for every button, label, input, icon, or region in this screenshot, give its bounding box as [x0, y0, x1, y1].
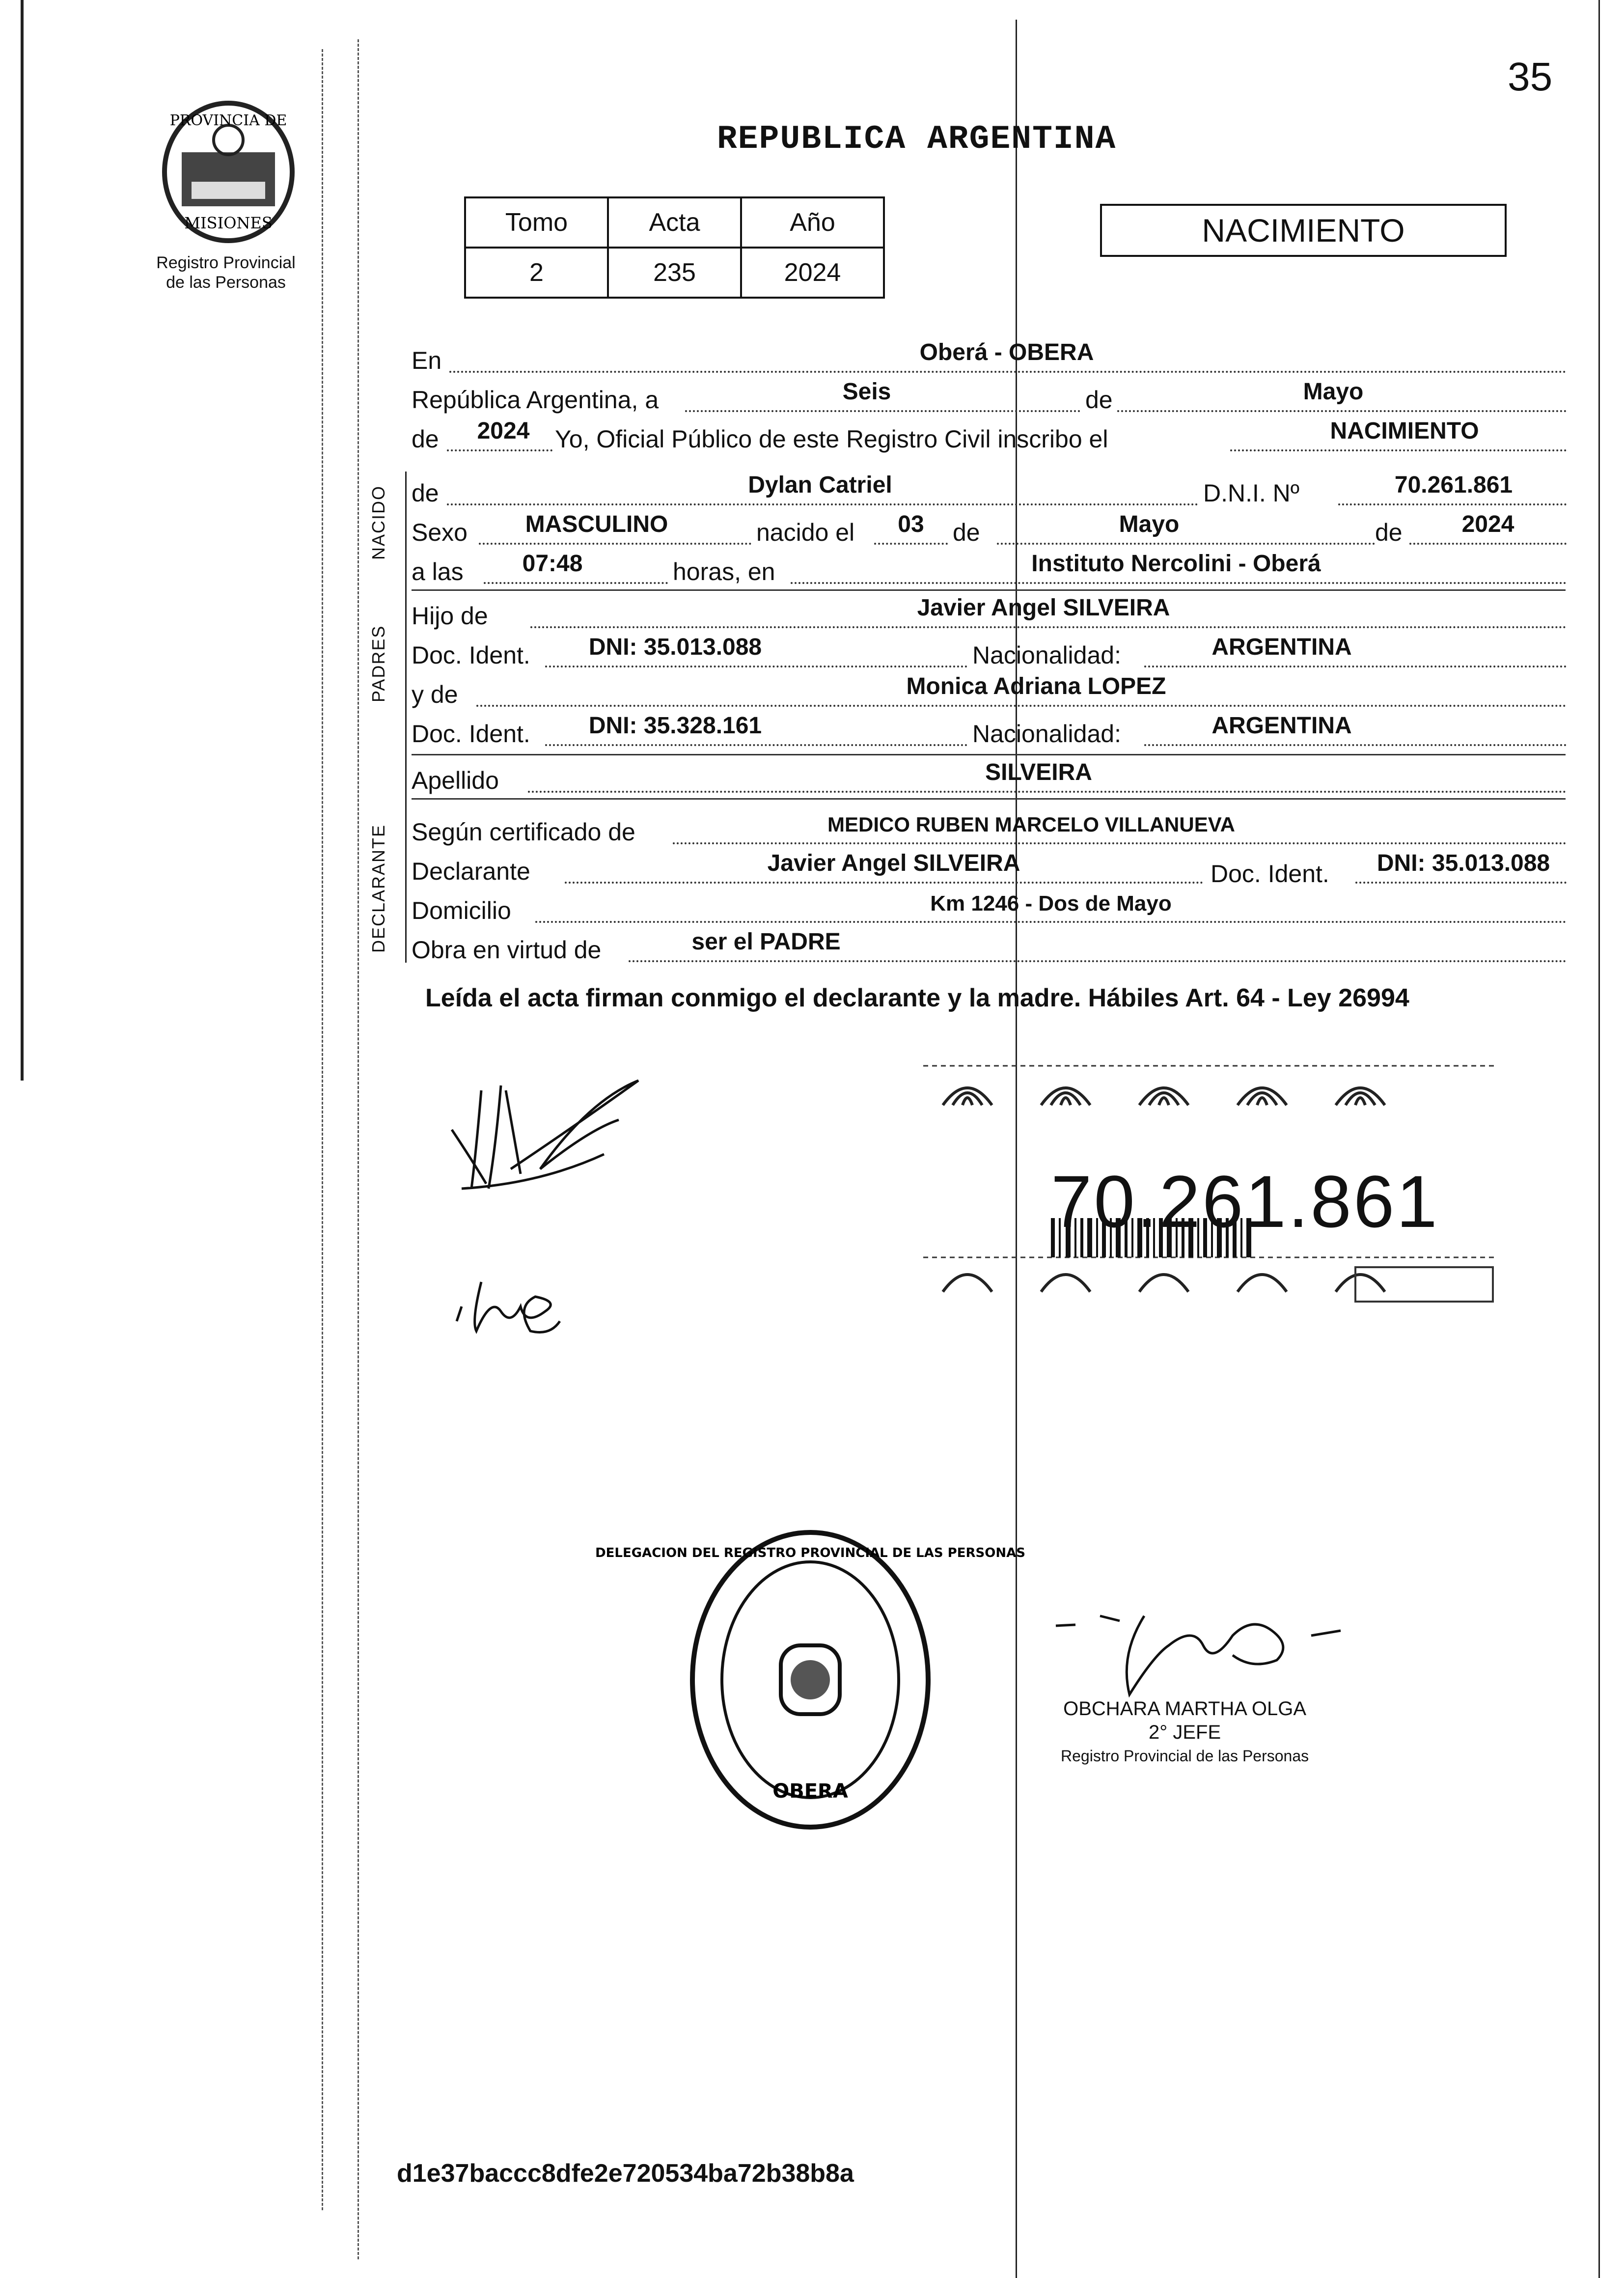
table-cell: 2: [465, 248, 608, 298]
dotted-line: [629, 960, 1567, 962]
value-declarante: Javier Angel SILVEIRA: [767, 850, 1020, 876]
label-domicilio: Domicilio: [412, 897, 511, 924]
dotted-line: [1144, 744, 1567, 746]
label-doc-ident: Doc. Ident.: [412, 720, 530, 748]
label-sexo: Sexo: [412, 519, 468, 546]
label-horas-en: horas, en: [673, 558, 775, 585]
label-de: de: [1085, 386, 1113, 414]
label-certificado: Según certificado de: [412, 818, 635, 846]
official-name: OBCHARA MARTHA OLGA: [1063, 1698, 1307, 1720]
label-dni: D.N.I. Nº: [1203, 479, 1300, 507]
label-declarante: Declarante: [412, 858, 530, 885]
table-cell: 2024: [741, 248, 884, 298]
table-header: Tomo: [465, 197, 608, 248]
dotted-line: [1409, 543, 1567, 545]
dotted-line: [449, 371, 1567, 373]
section-divider: [405, 472, 407, 963]
value-nac-dia: 03: [898, 511, 924, 537]
dotted-line: [1355, 882, 1567, 884]
label-de: de: [412, 479, 439, 507]
label-nacionalidad: Nacionalidad:: [972, 720, 1121, 748]
document-hash: d1e37baccc8dfe2e720534ba72b38b8a: [397, 2159, 854, 2188]
value-nacionalidad-padre: ARGENTINA: [1211, 634, 1352, 660]
section-separator: [412, 589, 1566, 591]
value-obra: ser el PADRE: [691, 929, 841, 955]
signature-official-icon: [1046, 1596, 1350, 1709]
table-header: Año: [741, 197, 884, 248]
acta-table: [464, 196, 885, 299]
left-margin-line: [21, 0, 24, 1081]
dotted-line: [685, 410, 1080, 412]
label-doc-ident: Doc. Ident.: [412, 641, 530, 669]
value-anio: 2024: [477, 418, 530, 444]
dotted-line: [535, 921, 1567, 923]
label-hijo-de: Hijo de: [412, 602, 488, 630]
legal-note: Leída el acta firman conmigo el declarante y la madre. Hábiles Art. 64 - Ley 26994: [425, 984, 1409, 1012]
margin-dotted-line: [358, 39, 359, 2259]
dotted-line: [1117, 410, 1567, 412]
label-de: de: [412, 425, 439, 453]
label-de: de: [953, 519, 980, 546]
signature-declarante-icon: [442, 1071, 648, 1198]
dotted-line: [479, 543, 751, 545]
dotted-line: [565, 882, 1203, 884]
label-apellido: Apellido: [412, 767, 499, 794]
value-nac-mes: Mayo: [1119, 511, 1180, 537]
dotted-line: [484, 582, 668, 584]
label-republica: República Argentina, a: [412, 386, 659, 414]
dotted-line: [874, 543, 948, 545]
page-number: 35: [1508, 55, 1553, 99]
side-label-declarante: DECLARANTE: [368, 824, 388, 953]
value-doc-declarante: DNI: 35.013.088: [1376, 850, 1550, 876]
label-doc-ident: Doc. Ident.: [1211, 860, 1329, 888]
value-domicilio: Km 1246 - Dos de Mayo: [930, 891, 1172, 916]
label-nacionalidad: Nacionalidad:: [972, 641, 1121, 669]
label-nacido-el: nacido el: [756, 519, 855, 546]
value-mes: Mayo: [1303, 379, 1364, 405]
dotted-line: [545, 666, 967, 667]
value-doc-madre: DNI: 35.328.161: [588, 713, 762, 739]
registry-caption: Registro Provincial de las Personas: [156, 253, 296, 292]
label-obra-en-virtud: Obra en virtud de: [412, 936, 602, 964]
label-de: de: [1375, 519, 1403, 546]
dni-sticker-number: 70.261.861: [1051, 1160, 1439, 1243]
dotted-line: [1144, 666, 1567, 667]
value-hora: 07:48: [522, 551, 583, 577]
value-lugar-nacimiento: Instituto Nercolini - Oberá: [1031, 551, 1321, 577]
value-certificado: MEDICO RUBEN MARCELO VILLANUEVA: [827, 813, 1235, 836]
value-nac-anio: 2024: [1461, 511, 1514, 537]
dotted-line: [997, 543, 1375, 545]
right-border-line: [1598, 0, 1600, 2278]
svg-text:DELEGACION DEL REGISTRO PROVIN: DELEGACION DEL REGISTRO PROVINCIAL DE LAS PERSONAS: [595, 1546, 1025, 1560]
value-dni: 70.261.861: [1394, 472, 1513, 498]
value-inscribo: NACIMIENTO: [1330, 418, 1479, 444]
province-emblem-icon: [155, 98, 302, 246]
label-en: En: [412, 347, 442, 374]
side-label-nacido: NACIDO: [368, 485, 388, 560]
margin-dotted-line: [322, 49, 323, 2210]
registry-seal-icon: [595, 1523, 1025, 1837]
dotted-line: [791, 582, 1567, 584]
label-yo-oficial: Yo, Oficial Público de este Registro Civil inscribo el: [555, 425, 1108, 453]
value-sexo: MASCULINO: [525, 511, 668, 537]
svg-text:PROVINCIA DE: PROVINCIA DE: [169, 112, 287, 129]
svg-text:OBERA: OBERA: [772, 1780, 848, 1803]
dotted-line: [545, 744, 967, 746]
side-label-padres: PADRES: [368, 625, 388, 702]
table-cell: 235: [608, 248, 741, 298]
dotted-line: [1230, 449, 1567, 451]
svg-text:MISIONES: MISIONES: [184, 214, 273, 232]
value-apellido: SILVEIRA: [985, 759, 1092, 785]
label-a-las: a las: [412, 558, 464, 585]
value-dia: Seis: [842, 379, 891, 405]
value-madre: Monica Adriana LOPEZ: [906, 673, 1166, 699]
section-separator: [412, 798, 1566, 800]
dotted-line: [1338, 503, 1567, 505]
dotted-line: [673, 842, 1567, 844]
document-title: REPUBLICA ARGENTINA: [717, 120, 1117, 158]
signature-madre-icon: [452, 1267, 570, 1341]
dotted-line: [528, 791, 1567, 793]
official-role: 2° JEFE: [1148, 1722, 1221, 1743]
act-type-box: NACIMIENTO: [1100, 204, 1507, 257]
value-lugar-inscripcion: Oberá - OBERA: [919, 339, 1094, 365]
official-org: Registro Provincial de las Personas: [1061, 1747, 1309, 1765]
dotted-line: [530, 626, 1567, 628]
official-stamp: [1061, 1697, 1309, 1768]
value-nombre: Dylan Catriel: [748, 472, 892, 498]
table-header: Acta: [608, 197, 741, 248]
value-padre: Javier Angel SILVEIRA: [917, 595, 1170, 621]
section-separator: [412, 754, 1566, 755]
dotted-line: [447, 449, 552, 451]
label-y-de: y de: [412, 681, 458, 708]
dotted-line: [447, 503, 1198, 505]
value-nacionalidad-madre: ARGENTINA: [1211, 713, 1352, 739]
value-doc-padre: DNI: 35.013.088: [588, 634, 762, 660]
dotted-line: [476, 705, 1567, 707]
